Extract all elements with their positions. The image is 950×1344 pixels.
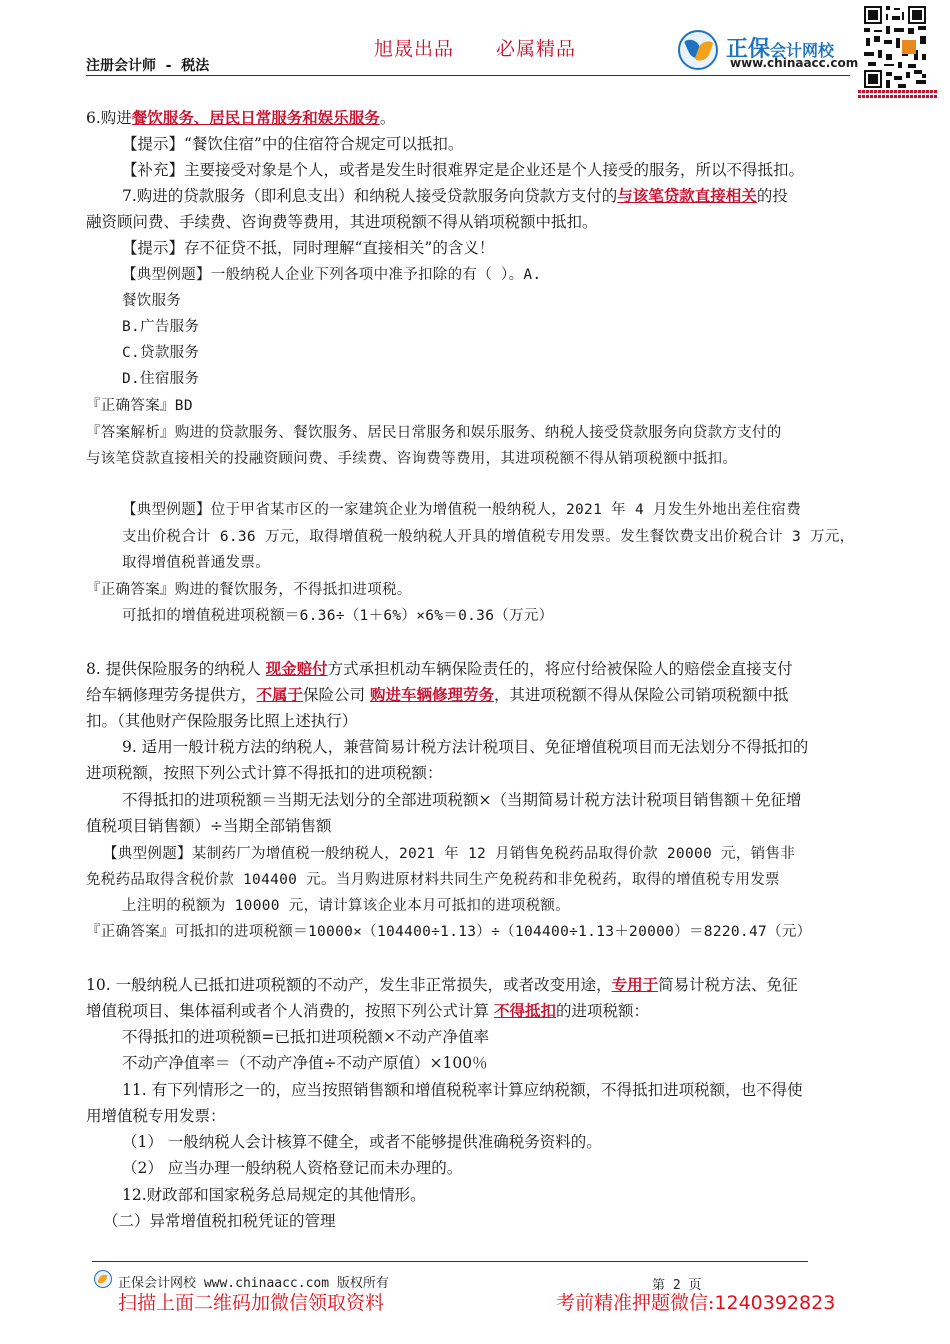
item-10-cont-end: 的进项税额： [555, 1002, 649, 1020]
item-11-case-1: （1） 一般纳税人会计核算不健全，或者不能够提供准确税务资料的。 [122, 1133, 602, 1151]
option-a: 餐饮服务 [122, 293, 182, 309]
highlight-dedicated: 专用于 [611, 975, 659, 994]
example-2-line2: 支出价税合计 6.36 万元，取得增值税一般纳税人开具的增值税专用发票。发生餐饮费支出价税合计 3 万元， [122, 529, 855, 545]
answer-2-calc: 可抵扣的增值税进项税额＝6.36÷（1＋6%）×6%＝0.36（万元） [122, 608, 554, 624]
item-8-cont [86, 685, 789, 705]
answer-2: 『正确答案』购进的餐饮服务，不得抵扣进项税。 [86, 582, 412, 598]
promo-right-label: 考前精准押题微信: [556, 1292, 715, 1314]
option-b: B.广告服务 [122, 319, 200, 335]
item-12: 12.财政部和国家税务总局规定的其他情形。 [122, 1186, 426, 1204]
highlight-catering: 餐饮服务、居民日常服务和娱乐服务 [131, 108, 380, 127]
item-10-text: 10. 一般纳税人已抵扣进项税额的不动产，发生非正常损失，或者改变用途， [86, 976, 612, 994]
footer-logo-icon [94, 1270, 112, 1288]
promo-wechat-number: 1240392823 [714, 1292, 836, 1314]
item-6-end: 。 [379, 109, 396, 127]
answer-1: 『正确答案』BD [86, 398, 193, 414]
item-8-text: 8. 提供保险服务的纳税人 [86, 660, 261, 678]
doc-title: 注册会计师 - 税法 [86, 58, 210, 74]
answer-3: 『正确答案』可抵扣的进项税额＝10000×（104400÷1.13）÷（104400÷1.13＋20000）＝8220.47（元） [86, 924, 812, 940]
highlight-loan-related: 与该笔贷款直接相关 [617, 186, 757, 205]
qr-note-decoration [858, 90, 938, 98]
item-8-cont-b: 保险公司 [303, 686, 366, 704]
analysis-1-line1: 『答案解析』购进的贷款服务、餐饮服务、居民日常服务和娱乐服务、纳税人接受贷款服务向贷款方支付的 [86, 425, 782, 441]
analysis-1-line2: 与该笔贷款直接相关的投融资顾问费、手续费、咨询费等费用，其进项税额不得从销项税额中抵扣。 [86, 451, 738, 467]
option-d: D.住宿服务 [122, 371, 200, 387]
item-10-cont [86, 1001, 649, 1021]
slogan-left: 旭晟出品 [374, 38, 455, 60]
tip-loan: 【提示】存不征贷不抵，同时理解“直接相关”的含义！ [122, 239, 495, 257]
item-8-end-line: 扣。（其他财产保险服务比照上述执行） [86, 712, 358, 730]
item-9-cont: 进项税额，按照下列公式计算不得抵扣的进项税额： [86, 764, 443, 782]
formula-9-line2: 值税项目销售额）÷当期全部销售额 [86, 817, 332, 835]
item-6-text: 6.购进 [86, 109, 132, 127]
item-7 [122, 186, 788, 206]
item-7-cont: 融资顾问费、手续费、咨询费等费用，其进项税额不得从销项税额中抵扣。 [86, 213, 598, 231]
brand-zb: 正保 [726, 37, 771, 62]
brand-wx: 会计网校 [770, 41, 835, 60]
footer-divider [92, 1261, 808, 1262]
qr-code-icon [862, 4, 928, 90]
tip-accommodation: 【提示】“餐饮住宿”中的住宿符合规定可以抵扣。 [122, 135, 464, 153]
item-10 [86, 975, 798, 995]
supplement-note: 【补充】主要接受对象是个人，或者是发生时很难界定是企业还是个人接受的服务，所以不得抵扣。 [122, 161, 805, 179]
formula-10-line2: 不动产净值率＝（不动产净值÷不动产原值）×100％ [122, 1054, 488, 1072]
brand-url: www.chinaacc.com [730, 56, 859, 70]
slogan-right: 必属精品 [496, 38, 577, 60]
footer-copyright: 正保会计网校 www.chinaacc.com 版权所有 [118, 1276, 389, 1291]
example-2-line3: 取得增值税普通发票。 [122, 555, 270, 571]
formula-9-line1: 不得抵扣的进项税额＝当期无法划分的全部进项税额×（当期简易计税方法计税项目销售额＋免征增 [122, 791, 802, 809]
header-divider [86, 75, 850, 76]
option-c: C.贷款服务 [122, 345, 200, 361]
item-10-cont-text: 增值税项目、集体福利或者个人消费的，按照下列公式计算 [86, 1002, 490, 1020]
item-8-cont-a: 给车辆修理劳务提供方， [86, 686, 257, 704]
highlight-cash-payout: 现金赔付 [265, 659, 328, 678]
item-11: 11. 有下列情形之一的，应当按照销售额和增值税税率计算应纳税额，不得抵扣进项税额，也不得使 [122, 1081, 803, 1099]
item-10-end: 简易计税方法、免征 [658, 976, 798, 994]
example-2-line1: 【典型例题】位于甲省某市区的一家建筑企业为增值税一般纳税人，2021 年 4 月发生外地出差住宿费 [122, 502, 802, 518]
chinaacc-logo-icon [678, 30, 718, 70]
example-3-line3: 上注明的税额为 10000 元，请计算该企业本月可抵扣的进项税额。 [122, 898, 571, 914]
item-7-end: 的投 [756, 187, 788, 205]
highlight-not-deductible: 不得抵扣 [493, 1001, 556, 1020]
page-number: 第 2 页 [652, 1278, 702, 1293]
item-11-case-2: （2） 应当办理一般纳税人资格登记而未办理的。 [122, 1159, 463, 1177]
highlight-not-belong: 不属于 [256, 685, 304, 704]
promo-left: 扫描上面二维码加微信领取资料 [118, 1292, 385, 1314]
highlight-repair-service: 购进车辆修理劳务 [369, 685, 494, 704]
example-question-1: 【典型例题】一般纳税人企业下列各项中准予扣除的有（ ）。A. [122, 267, 542, 283]
item-11-cont: 用增值税专用发票： [86, 1107, 226, 1125]
item-8-cont-c: ，其进项税额不得从保险公司销项税额中抵 [494, 686, 789, 704]
item-8 [86, 659, 793, 679]
example-3-line1: 【典型例题】某制药厂为增值税一般纳税人，2021 年 12 月销售免税药品取得价款 20000 元，销售非 [103, 846, 796, 862]
item-9: 9. 适用一般计税方法的纳税人，兼营简易计税方法计税项目、免征增值税项目而无法划分不得抵扣的 [122, 738, 809, 756]
section-heading-2: （二）异常增值税扣税凭证的管理 [103, 1212, 336, 1230]
formula-10-line1: 不得抵扣的进项税额=已抵扣进项税额×不动产净值率 [122, 1028, 489, 1046]
example-3-line2: 免税药品取得含税价款 104400 元。当月购进原材料共同生产免税药和非免税药，取得的增值税专用发票 [86, 872, 780, 888]
promo-right [556, 1288, 835, 1315]
item-7-text: 7.购进的贷款服务（即利息支出）和纳税人接受贷款服务向贷款方支付的 [122, 187, 618, 205]
item-6 [86, 108, 395, 128]
item-8-end: 方式承担机动车辆保险责任的，将应付给被保险人的赔偿金直接支付 [327, 660, 793, 678]
